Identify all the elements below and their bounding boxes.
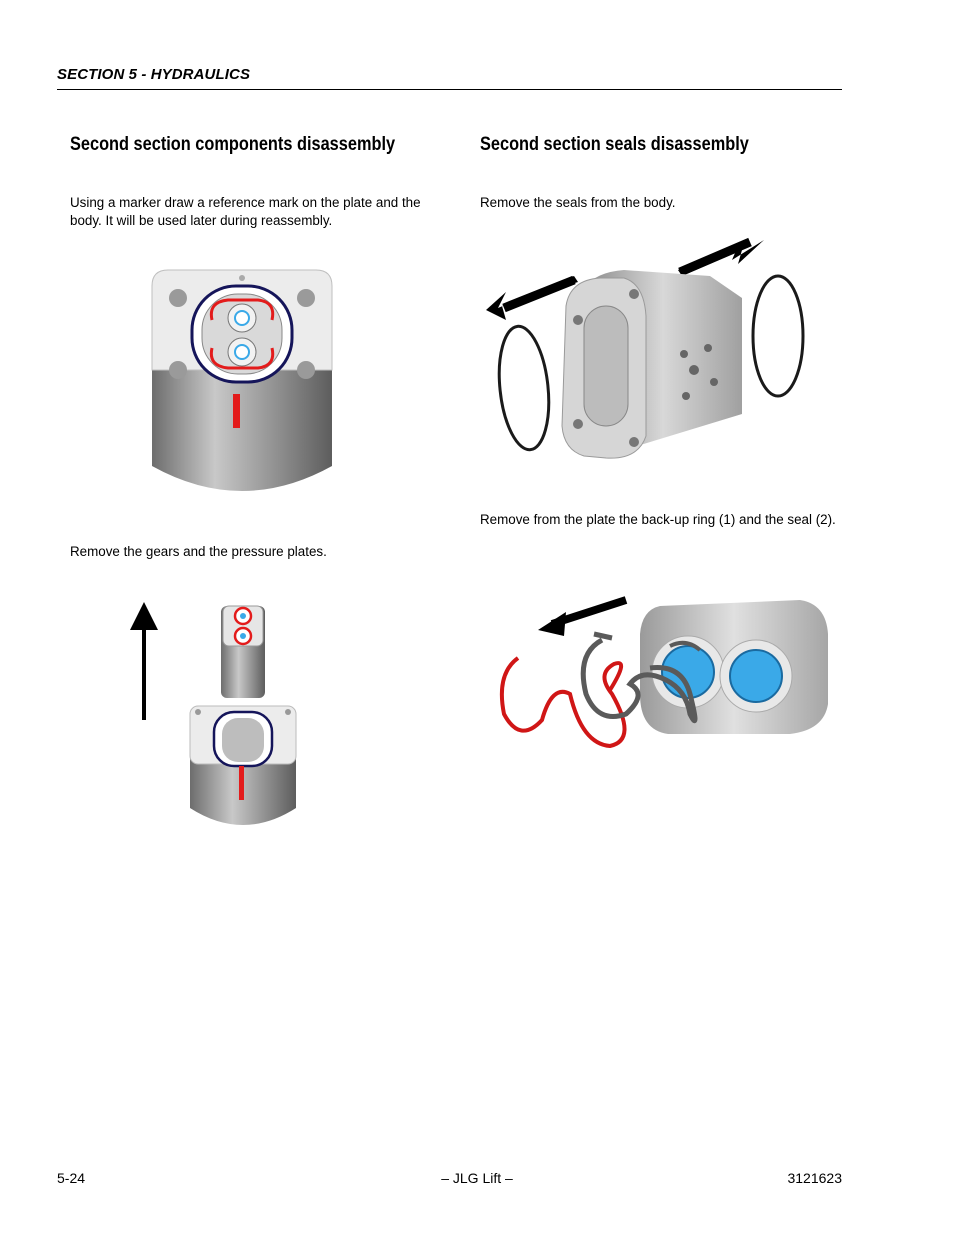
heading-components-disassembly: Second section components disassembly (70, 134, 396, 155)
footer-page-number: 5-24 (57, 1170, 86, 1186)
paragraph-remove-backup-ring: Remove from the plate the back-up ring (1) and the seal (2). (480, 512, 836, 527)
footer-document-number: 3121623 (787, 1170, 842, 1186)
paragraph-remove-seals: Remove the seals from the body. (480, 195, 676, 210)
paragraph-remove-gears: Remove the gears and the pressure plates. (70, 544, 327, 559)
paragraph-reference-mark: Using a marker draw a reference mark on the plate and the body. It will be used later during reassembly. (70, 195, 421, 228)
heading-seals-disassembly: Second section seals disassembly (480, 134, 749, 155)
body-seals-removal-illustration (484, 236, 816, 464)
backup-ring-seal-removal-illustration (490, 594, 832, 756)
header-rule (57, 89, 842, 90)
section-header: SECTION 5 - HYDRAULICS (57, 66, 251, 83)
gears-removal-illustration (128, 598, 300, 836)
pump-body-marked-illustration (148, 266, 336, 498)
footer-brand: – JLG Lift – (441, 1170, 513, 1186)
